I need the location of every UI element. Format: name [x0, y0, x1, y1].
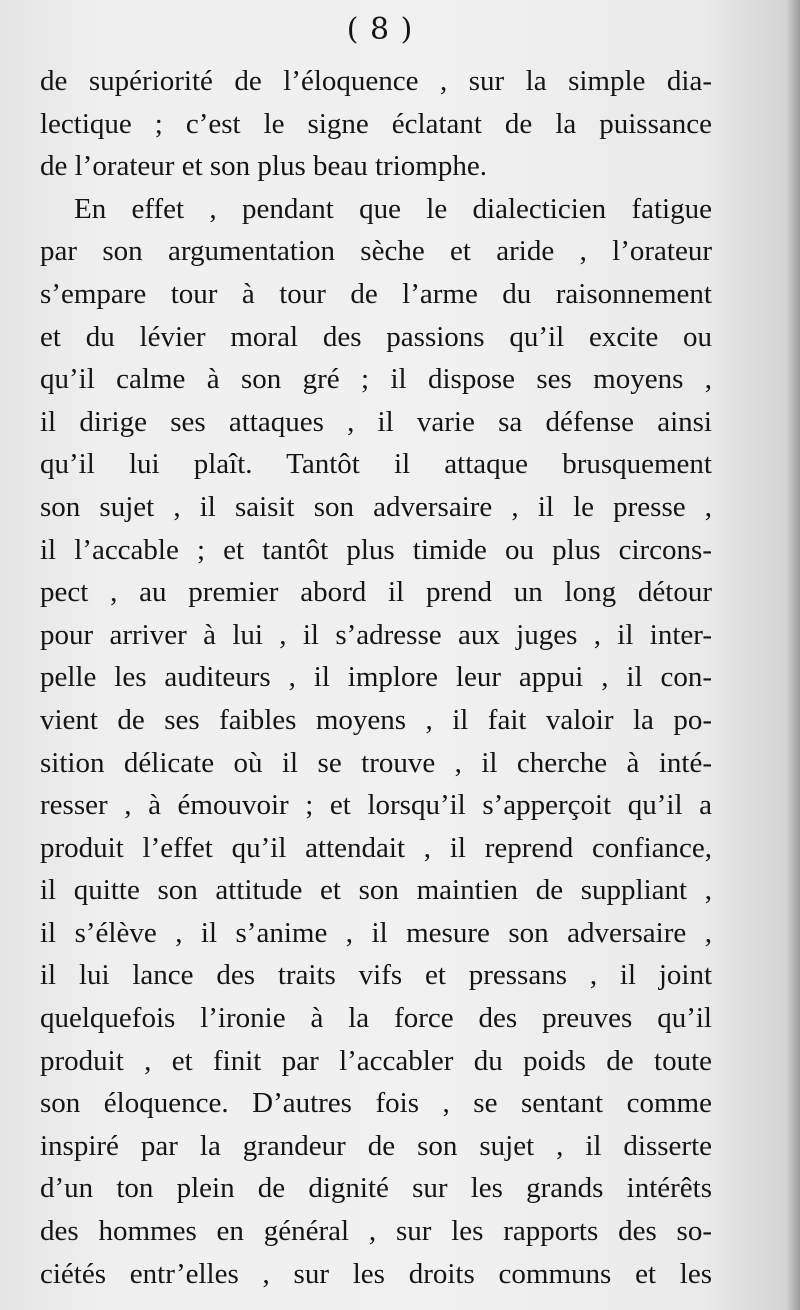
- text-line: lectique ; c’est le signe éclatant de la puissance: [40, 107, 712, 140]
- text-line: d’un ton plein de dignité sur les grands intérêts: [40, 1172, 712, 1205]
- text-line: des hommes en général , sur les rapports des so-: [40, 1215, 712, 1248]
- page-number: ( 8 ): [346, 12, 414, 47]
- text-line: et du lévier moral des passions qu’il excite ou: [40, 320, 712, 353]
- text-line: son sujet , il saisit son adversaire , il le presse ,: [40, 490, 712, 523]
- text-line: s’empare tour à tour de l’arme du raisonnement: [40, 277, 712, 310]
- text-line: pelle les auditeurs , il implore leur appui , il con-: [40, 661, 712, 694]
- text-line: ciétés entr’elles , sur les droits communs et les: [40, 1257, 712, 1290]
- text-line: par son argumentation sèche et aride , l’orateur: [40, 235, 712, 268]
- text-line: quelquefois l’ironie à la force des preuves qu’il: [40, 1002, 712, 1035]
- text-line: resser , à émouvoir ; et lorsqu’il s’apperçoit qu’il a: [40, 789, 712, 822]
- body-text: [40, 60, 712, 1295]
- text-line: qu’il lui plaît. Tantôt il attaque brusquement: [40, 448, 712, 481]
- text-line: de l’orateur et son plus beau triomphe.: [40, 150, 487, 183]
- text-line: produit l’effet qu’il attendait , il reprend confiance,: [40, 831, 712, 864]
- text-line: qu’il calme à son gré ; il dispose ses moyens ,: [40, 363, 712, 396]
- text-line: En effet , pendant que le dialecticien fatigue: [74, 192, 712, 225]
- text-line: il lui lance des traits vifs et pressans , il joint: [40, 959, 712, 992]
- text-line: il quitte son attitude et son maintien de suppliant ,: [40, 874, 712, 907]
- text-line: il dirige ses attaques , il varie sa défense ainsi: [40, 405, 712, 438]
- text-line: produit , et finit par l’accabler du poids de toute: [40, 1044, 712, 1077]
- text-line: de supériorité de l’éloquence , sur la simple dia-: [40, 65, 712, 97]
- text-line: son éloquence. D’autres fois , se sentant comme: [40, 1087, 712, 1120]
- text-line: vient de ses faibles moyens , il fait valoir la po-: [40, 703, 712, 736]
- text-line: il s’élève , il s’anime , il mesure son adversaire ,: [40, 916, 712, 949]
- text-line: inspiré par la grandeur de son sujet , il disserte: [40, 1129, 712, 1162]
- text-line: sition délicate où il se trouve , il cherche à inté-: [40, 746, 712, 779]
- text-line: pect , au premier abord il prend un long détour: [40, 576, 712, 609]
- text-line: il l’accable ; et tantôt plus timide ou plus circons-: [40, 533, 712, 566]
- text-line: pour arriver à lui , il s’adresse aux juges , il inter-: [40, 618, 712, 651]
